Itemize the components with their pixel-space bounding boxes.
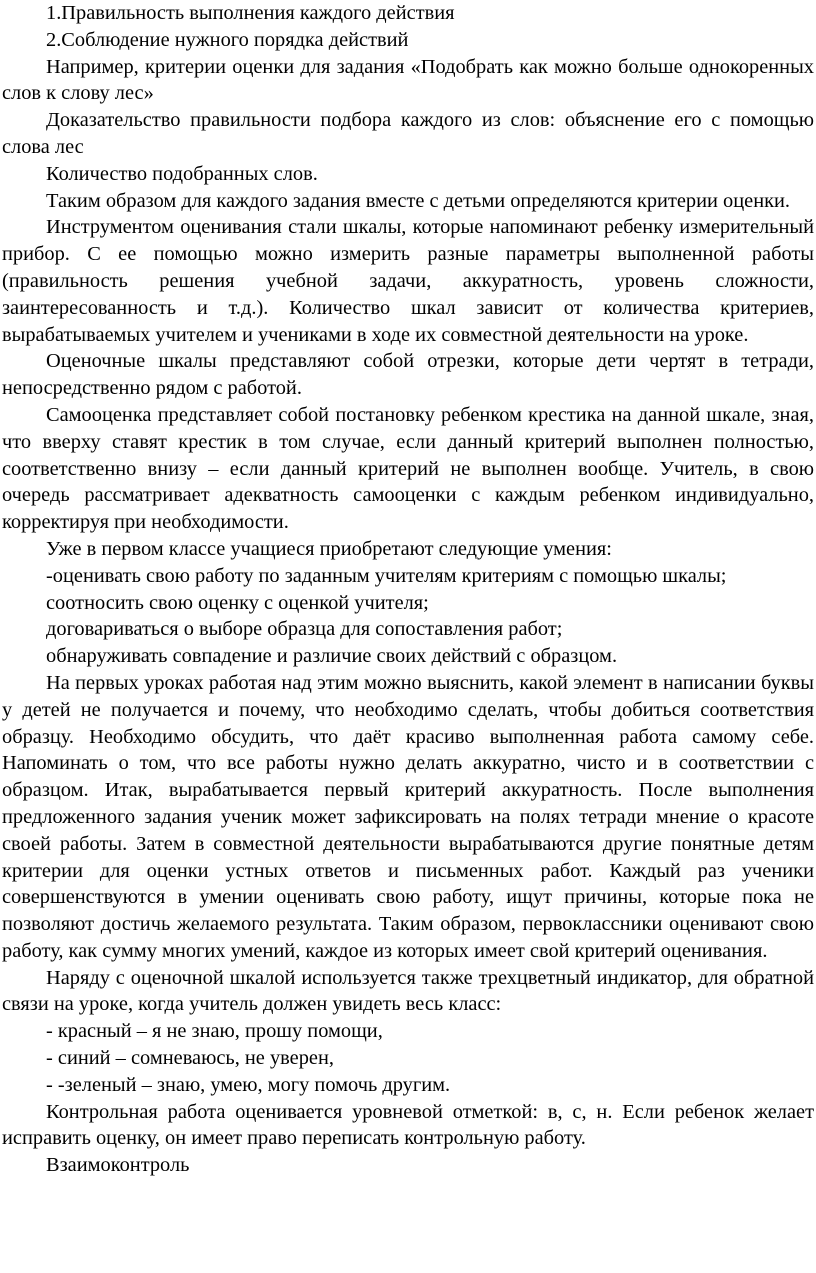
- paragraph-self-assessment: Самооценка представляет собой постановку ребенком крестика на данной шкале, зная, что вверху ставят крестик в том случае, если данный критерий выполнен полностью, соответственно внизу – если данный критерий не выполнен вообще. Учитель, в свою очередь рассматривает адекватность самооценки с каждым ребенком индивидуально, корректируя при необходимости.: [2, 403, 814, 534]
- paragraph-control-work: Контрольная работа оценивается уровневой отметкой: в, с, н. Если ребенок желает исправить оценку, он имеет право переписать контрольную работу.: [2, 1100, 814, 1150]
- list-item-green: - -зеленый – знаю, умею, могу помочь другим.: [46, 1073, 451, 1096]
- paragraph-mutual-control: Взаимоконтроль: [46, 1154, 190, 1177]
- paragraph-criteria-defined: Таким образом для каждого задания вместе с детьми определяются критерии оценки.: [46, 189, 791, 212]
- list-item-skill-4: обнаруживать совпадение и различие своих действий с образцом.: [46, 645, 618, 668]
- paragraph-criterion-2: 2.Соблюдение нужного порядка действий: [46, 28, 409, 51]
- paragraph-count: Количество подобранных слов.: [46, 162, 318, 185]
- paragraph-proof: Доказательство правильности подбора каждого из слов: объяснение его с помощью слова лес: [2, 109, 814, 158]
- paragraph-scales-tool: Инструментом оценивания стали шкалы, которые напоминают ребенку измерительный прибор. С ее помощью можно измерить разные параметры выполненной работы (правильность решения учебной задачи, аккуратность, уровень сложности, заинтересованность и т.д.). Количество шкал зависит от количества критериев, вырабатываемых учителем и учениками в ходе их совместной деятельности на уроке.: [2, 216, 814, 346]
- list-item-skill-3: договариваться о выборе образца для сопоставления работ;: [46, 618, 563, 641]
- paragraph-first-lessons: На первых уроках работая над этим можно выяснить, какой элемент в написании буквы у детей не получается и почему, что необходимо сделать, чтобы добиться соответствия образцу. Необходимо обсудить, что даёт красиво выполненная работа самому себе. Напоминать о том, что все работы нужно делать аккуратно, чисто и в соответствии с образцом. Итак, вырабатывается первый критерий аккуратность. После выполнения предложенного задания ученик может зафиксировать на полях тетради мнение о красоте своей работы. Затем в совместной деятельности вырабатываются другие понятные детям критерии для оценки устных ответов и письменных работ. Каждый раз ученики совершенствуются в умении оценивать свою работу, ищут причины, которые пока не позволяют достичь желаемого результата. Таким образом, первоклассники оценивают свою работу, как сумму многих умений, каждое из которых имеет свой критерий оценивания.: [2, 671, 814, 962]
- paragraph-example: Например, критерии оценки для задания «Подобрать как можно больше однокоренных слов к слову лес»: [2, 55, 814, 105]
- paragraph-criterion-1: 1.Правильность выполнения каждого действия: [46, 2, 455, 24]
- list-item-red: - красный – я не знаю, прошу помощи,: [46, 1020, 383, 1043]
- paragraph-scales-segments: Оценочные шкалы представляют собой отрезки, которые дети чертят в тетради, непосредственно рядом с работой.: [2, 350, 814, 400]
- list-item-skill-2: соотносить свою оценку с оценкой учителя;: [46, 591, 429, 614]
- list-item-skill-1: -оценивать свою работу по заданным учителям критериям с помощью шкалы;: [46, 564, 727, 587]
- paragraph-skills-intro: Уже в первом классе учащиеся приобретают следующие умения:: [46, 537, 612, 560]
- list-item-blue: - синий – сомневаюсь, не уверен,: [46, 1047, 334, 1070]
- paragraph-tricolor-indicator: Наряду с оценочной шкалой используется также трехцветный индикатор, для обратной связи на уроке, когда учитель должен увидеть весь класс:: [2, 966, 814, 1016]
